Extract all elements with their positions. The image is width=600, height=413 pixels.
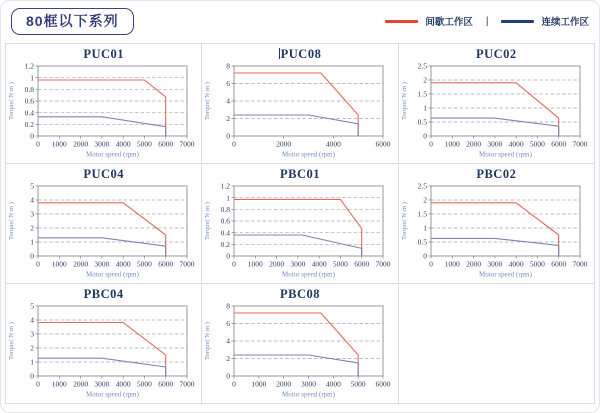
curve-intermittent [234, 199, 362, 256]
svg-text:4000: 4000 [115, 139, 131, 149]
svg-text:3000: 3000 [94, 259, 110, 269]
chart-cell-puc02 [398, 43, 594, 163]
svg-text:7000: 7000 [572, 139, 588, 149]
svg-text:0: 0 [428, 259, 433, 269]
svg-text:0: 0 [232, 379, 237, 389]
svg-text:8: 8 [226, 62, 231, 71]
page-header [1, 1, 599, 41]
svg-text:4000: 4000 [508, 139, 524, 149]
charts-grid [5, 43, 595, 404]
svg-text:3000: 3000 [94, 139, 110, 149]
svg-text:5000: 5000 [529, 139, 545, 149]
svg-text:1.2: 1.2 [221, 182, 231, 191]
chart-cell-puc08 [201, 43, 397, 163]
legend-label: 间歇工作区 [425, 17, 473, 28]
svg-text:2: 2 [423, 195, 427, 205]
svg-text:0: 0 [226, 371, 231, 381]
svg-text:0: 0 [36, 379, 41, 389]
chart-puc08 [202, 62, 397, 162]
svg-text:1.2: 1.2 [24, 62, 35, 71]
svg-text:0: 0 [36, 139, 41, 149]
svg-text:5000: 5000 [351, 379, 367, 389]
svg-text:0: 0 [30, 131, 35, 141]
svg-text:4000: 4000 [508, 259, 524, 269]
legend-separator: | [485, 15, 489, 27]
chart-title: PBC02 [476, 167, 517, 181]
curve-intermittent [38, 80, 166, 136]
svg-text:1: 1 [30, 73, 35, 83]
curve-intermittent [234, 313, 358, 376]
empty-cell [398, 283, 594, 403]
svg-text:7000: 7000 [375, 259, 391, 269]
svg-text:6000: 6000 [551, 259, 567, 269]
svg-text:2000: 2000 [73, 139, 89, 149]
svg-text:6000: 6000 [158, 379, 174, 389]
chart-pbc04 [6, 302, 201, 402]
svg-text:2: 2 [423, 75, 427, 85]
x-axis-label: Motor speed (rpm) [86, 270, 140, 279]
svg-text:1000: 1000 [51, 259, 67, 269]
svg-text:0: 0 [232, 139, 237, 149]
chart-title: PBC04 [83, 287, 124, 301]
x-axis-label: Motor speed (rpm) [478, 270, 532, 279]
svg-text:3000: 3000 [301, 379, 317, 389]
legend-label: 连续工作区 [541, 17, 589, 28]
x-axis-label: Motor speed (rpm) [282, 270, 336, 279]
svg-text:0: 0 [226, 251, 231, 261]
curve-continuous [431, 118, 559, 136]
svg-text:0: 0 [423, 131, 427, 141]
chart-title: PUC01 [83, 47, 125, 61]
y-axis-label: Torque( N·m ) [204, 82, 212, 120]
svg-text:7000: 7000 [179, 259, 195, 269]
y-axis-label: Torque( N·m ) [204, 202, 212, 240]
chart-title: PBC01 [279, 167, 320, 181]
chart-cell-pbc01 [201, 163, 397, 283]
curve-continuous [234, 235, 362, 256]
svg-text:1000: 1000 [51, 139, 67, 149]
y-axis-label: Torque( N·m ) [8, 322, 16, 360]
svg-text:7000: 7000 [572, 259, 588, 269]
svg-text:1: 1 [226, 193, 231, 203]
curve-continuous [38, 117, 166, 136]
svg-text:0.2: 0.2 [221, 239, 231, 249]
svg-text:6000: 6000 [375, 139, 391, 149]
svg-text:5: 5 [30, 182, 35, 191]
y-axis-label: Torque( N·m ) [400, 82, 408, 120]
svg-text:1: 1 [423, 223, 427, 233]
svg-text:2: 2 [30, 343, 35, 353]
svg-text:0.4: 0.4 [221, 228, 231, 238]
svg-text:0.4: 0.4 [24, 108, 35, 118]
svg-text:4000: 4000 [115, 259, 131, 269]
svg-text:2000: 2000 [73, 259, 89, 269]
svg-text:6000: 6000 [354, 259, 370, 269]
svg-text:2: 2 [226, 354, 231, 364]
svg-text:0: 0 [428, 139, 433, 149]
curve-intermittent [431, 203, 559, 256]
svg-text:2: 2 [30, 223, 35, 233]
svg-text:2000: 2000 [465, 259, 481, 269]
svg-text:6000: 6000 [551, 139, 567, 149]
chart-title: PUC04 [83, 167, 125, 181]
svg-text:6000: 6000 [375, 379, 391, 389]
svg-text:0: 0 [30, 371, 35, 381]
legend [385, 14, 589, 28]
x-axis-label: Motor speed (rpm) [86, 390, 140, 399]
legend-item-intermittent [385, 14, 473, 28]
x-axis-label: Motor speed (rpm) [478, 150, 532, 159]
svg-text:3: 3 [30, 209, 35, 219]
svg-text:2000: 2000 [276, 139, 292, 149]
chart-cell-puc01 [5, 43, 201, 163]
svg-text:2000: 2000 [73, 379, 89, 389]
svg-text:1.5: 1.5 [417, 209, 427, 219]
svg-text:4000: 4000 [312, 259, 328, 269]
svg-text:7000: 7000 [179, 379, 195, 389]
x-axis-label: Motor speed (rpm) [282, 150, 336, 159]
svg-text:0: 0 [232, 259, 237, 269]
svg-text:0: 0 [423, 251, 427, 261]
curve-continuous [431, 238, 559, 256]
svg-text:1.5: 1.5 [417, 89, 427, 99]
svg-text:1000: 1000 [444, 139, 460, 149]
y-axis-label: Torque( N·m ) [400, 202, 408, 240]
svg-text:2: 2 [226, 114, 231, 124]
svg-text:4000: 4000 [326, 379, 342, 389]
svg-text:3000: 3000 [94, 379, 110, 389]
curve-continuous [38, 238, 166, 256]
svg-text:3000: 3000 [487, 139, 503, 149]
svg-text:0: 0 [36, 259, 41, 269]
svg-text:0.5: 0.5 [417, 117, 427, 127]
svg-text:6: 6 [226, 79, 231, 89]
svg-text:1: 1 [423, 103, 427, 113]
svg-text:3000: 3000 [290, 259, 306, 269]
chart-pbc01 [202, 182, 397, 282]
svg-text:2.5: 2.5 [417, 182, 427, 191]
svg-text:0.6: 0.6 [24, 96, 35, 106]
chart-cell-pbc08 [201, 283, 397, 403]
curve-intermittent [38, 323, 166, 377]
svg-text:5: 5 [30, 302, 35, 311]
curve-continuous [38, 358, 166, 376]
svg-text:1: 1 [30, 357, 35, 367]
y-axis-label: Torque( N·m ) [204, 322, 212, 360]
chart-pbc02 [399, 182, 594, 282]
curve-continuous [234, 355, 358, 376]
svg-text:3000: 3000 [487, 259, 503, 269]
chart-puc04 [6, 182, 201, 282]
chart-puc01 [6, 62, 201, 162]
svg-text:1000: 1000 [251, 379, 267, 389]
title-badge: 80框以下系列 [11, 8, 134, 35]
svg-text:0.8: 0.8 [24, 84, 35, 94]
curve-intermittent [234, 73, 358, 136]
svg-text:4: 4 [226, 336, 231, 346]
svg-text:2000: 2000 [269, 259, 285, 269]
svg-text:2000: 2000 [276, 379, 292, 389]
svg-text:0.2: 0.2 [24, 119, 35, 129]
intermittent-line-swatch [385, 20, 418, 23]
y-axis-label: Torque( N·m ) [8, 82, 16, 120]
y-axis-label: Torque( N·m ) [8, 202, 16, 240]
svg-text:3: 3 [30, 329, 35, 339]
svg-text:2000: 2000 [465, 139, 481, 149]
svg-text:5000: 5000 [137, 379, 153, 389]
curve-intermittent [431, 83, 559, 136]
svg-text:1000: 1000 [51, 379, 67, 389]
svg-text:8: 8 [226, 302, 231, 311]
chart-cell-pbc02 [398, 163, 594, 283]
svg-text:0: 0 [226, 131, 231, 141]
legend-item-continuous [501, 14, 589, 28]
svg-text:4: 4 [30, 315, 35, 325]
continuous-line-swatch [501, 20, 534, 23]
chart-title: PBC08 [279, 287, 320, 301]
svg-text:6: 6 [226, 319, 231, 329]
svg-text:0: 0 [30, 251, 35, 261]
svg-text:6000: 6000 [158, 139, 174, 149]
svg-text:1000: 1000 [444, 259, 460, 269]
chart-cell-puc04 [5, 163, 201, 283]
svg-text:7000: 7000 [179, 139, 195, 149]
chart-puc02 [399, 62, 594, 162]
svg-text:1: 1 [30, 237, 35, 247]
chart-title: PUC02 [475, 47, 517, 61]
svg-text:5000: 5000 [137, 139, 153, 149]
svg-text:4000: 4000 [115, 379, 131, 389]
svg-text:0.8: 0.8 [221, 204, 231, 214]
chart-title: PUC08 [280, 47, 322, 61]
svg-text:0.6: 0.6 [221, 216, 231, 226]
svg-text:0.5: 0.5 [417, 237, 427, 247]
chart-pbc08 [202, 302, 397, 402]
curve-intermittent [38, 203, 166, 256]
x-axis-label: Motor speed (rpm) [86, 150, 140, 159]
svg-text:6000: 6000 [158, 259, 174, 269]
svg-text:1000: 1000 [248, 259, 264, 269]
svg-text:5000: 5000 [529, 259, 545, 269]
svg-text:5000: 5000 [333, 259, 349, 269]
svg-text:5000: 5000 [137, 259, 153, 269]
x-axis-label: Motor speed (rpm) [282, 390, 336, 399]
text-cursor [279, 48, 280, 59]
svg-text:4: 4 [30, 195, 35, 205]
svg-text:2.5: 2.5 [417, 62, 427, 71]
chart-cell-pbc04 [5, 283, 201, 403]
svg-text:4000: 4000 [326, 139, 342, 149]
svg-text:4: 4 [226, 96, 231, 106]
